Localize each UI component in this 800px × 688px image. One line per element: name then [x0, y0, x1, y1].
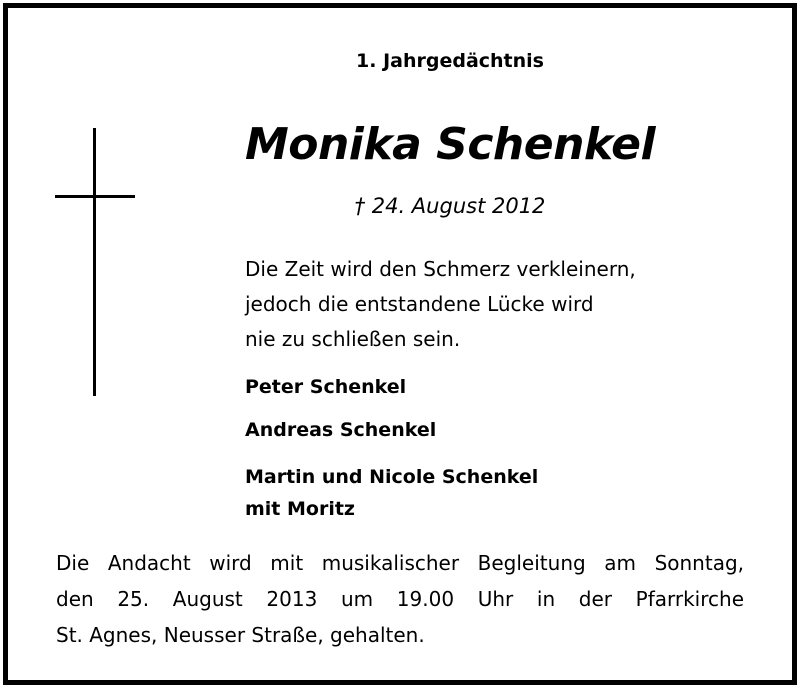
cross-vertical-bar [93, 128, 96, 396]
notice-line: Die Andacht wird mit musikalischer Begleitung am Sonntag, [56, 551, 744, 575]
cross-horizontal-bar [55, 195, 135, 198]
verse-line: nie zu schließen sein. [245, 327, 461, 351]
anniversary-heading: 1. Jahrgedächtnis [356, 50, 544, 72]
mourner-name: Andreas Schenkel [245, 419, 437, 441]
memorial-verse [245, 252, 636, 357]
service-notice [56, 545, 744, 653]
verse-line: jedoch die entstandene Lücke wird [245, 292, 594, 316]
notice-line: den 25. August 2013 um 19.00 Uhr in der Pfarrkirche [56, 587, 744, 611]
mourner-name: Martin und Nicole Schenkel [245, 466, 539, 488]
deceased-name: Monika Schenkel [244, 119, 656, 170]
mourner-family [245, 461, 538, 525]
mourner-name: Peter Schenkel [245, 376, 407, 398]
death-date: † 24. August 2012 [354, 194, 546, 218]
notice-line: St. Agnes, Neusser Straße, gehalten. [56, 623, 425, 647]
verse-line: Die Zeit wird den Schmerz verkleinern, [245, 257, 636, 281]
mourner-name: mit Moritz [245, 498, 355, 520]
